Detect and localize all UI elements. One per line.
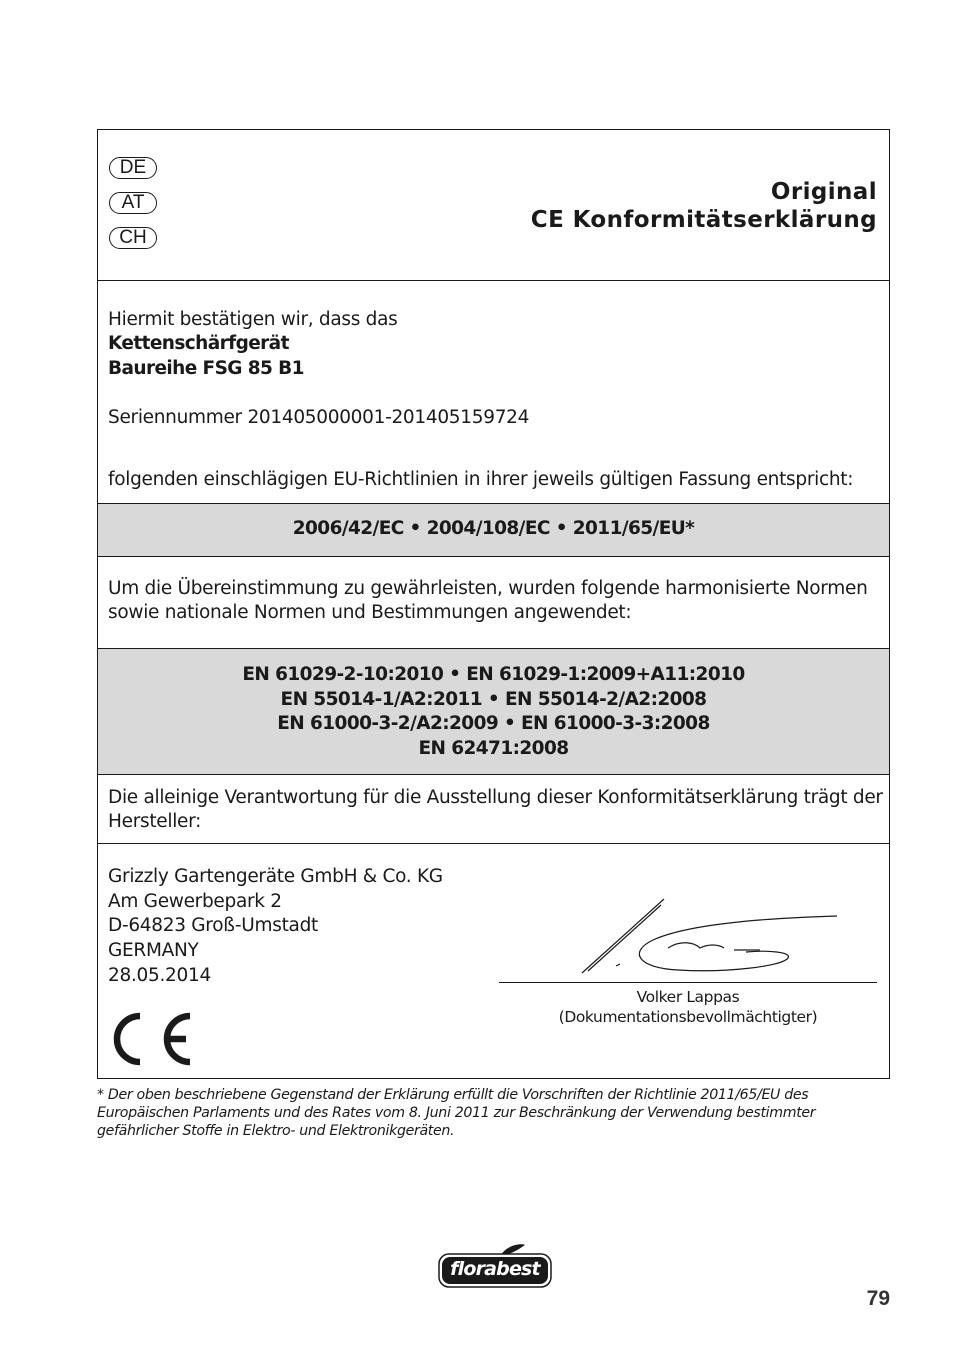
directives-section bbox=[98, 504, 889, 557]
signatory-role: (Dokumentationsbevollmächtigter) bbox=[558, 1008, 818, 1026]
title-line-1: Original bbox=[770, 179, 877, 205]
standards-intro-section bbox=[98, 557, 889, 649]
manufacturer-name: Grizzly Gartengeräte GmbH & Co. KG bbox=[108, 866, 443, 887]
responsibility-line-1: Die alleinige Verantwortung für die Ausstellung dieser Konformitätserklärung trägt der bbox=[108, 787, 883, 808]
product-section bbox=[98, 281, 889, 504]
page-number: 79 bbox=[866, 1287, 890, 1310]
standards-intro-line-2: sowie nationale Normen und Bestimmungen angewendet: bbox=[108, 602, 632, 623]
manufacturer-street: Am Gewerbepark 2 bbox=[108, 891, 282, 912]
footnote-line-1: * Der oben beschriebene Gegenstand der Erklärung erfüllt die Vorschriften der Richtlinie 2011/65/EU des bbox=[97, 1087, 809, 1103]
brand-name: florabest bbox=[450, 1258, 540, 1280]
standard-line-2: EN 55014-1/A2:2011 • EN 55014-2/A2:2008 bbox=[280, 688, 707, 710]
country-badge-ch: CH bbox=[109, 227, 157, 249]
manufacturer-country: GERMANY bbox=[108, 940, 199, 961]
manufacturer-city: D-64823 Groß-Umstadt bbox=[108, 915, 318, 936]
page-title bbox=[531, 178, 877, 234]
footnote bbox=[97, 1086, 897, 1140]
product-series: Baureihe FSG 85 B1 bbox=[108, 358, 304, 379]
declaration-box bbox=[97, 129, 890, 1079]
manufacturer-section bbox=[98, 844, 889, 1077]
florabest-logo bbox=[437, 1243, 553, 1289]
header-section bbox=[98, 130, 889, 281]
standards-section bbox=[98, 649, 889, 775]
standards-intro-line-1: Um die Übereinstimmung zu gewährleisten, wurden folgende harmonisierte Normen bbox=[108, 578, 868, 599]
signatory-name: Volker Lappas bbox=[636, 988, 740, 1006]
standard-line-1: EN 61029-2-10:2010 • EN 61029-1:2009+A11:2010 bbox=[242, 664, 745, 685]
footnote-line-3: gefährlicher Stoffe in Elektro- und Elektronikgeräten. bbox=[97, 1123, 455, 1139]
responsibility-section bbox=[98, 775, 889, 844]
signature-line bbox=[499, 982, 877, 983]
intro-text: Hiermit bestätigen wir, dass das bbox=[108, 309, 398, 330]
standard-line-3: EN 61000-3-2/A2:2009 • EN 61000-3-3:2008 bbox=[277, 713, 710, 734]
directives-text: 2006/42/EC • 2004/108/EC • 2011/65/EU* bbox=[292, 518, 695, 539]
product-name: Kettenschärfgerät bbox=[108, 333, 289, 354]
signature-icon bbox=[568, 894, 848, 980]
serial-number: Seriennummer 201405000001-201405159724 bbox=[108, 407, 530, 428]
title-line-2: CE Konformitätserklärung bbox=[530, 207, 877, 233]
standard-line-4: EN 62471:2008 bbox=[418, 737, 569, 759]
compliance-text: folgenden einschlägigen EU-Richtlinien in ihrer jeweils gültigen Fassung entspricht: bbox=[108, 469, 854, 490]
country-badge-de: DE bbox=[109, 157, 157, 179]
footnote-line-2: Europäischen Parlaments und des Rates vom 8. Juni 2011 zur Beschränkung der Verwendung bestimmter bbox=[97, 1105, 816, 1121]
declaration-date: 28.05.2014 bbox=[108, 965, 211, 986]
country-badge-at: AT bbox=[109, 192, 157, 214]
ce-mark-icon bbox=[110, 1010, 196, 1068]
responsibility-line-2: Hersteller: bbox=[108, 811, 202, 832]
